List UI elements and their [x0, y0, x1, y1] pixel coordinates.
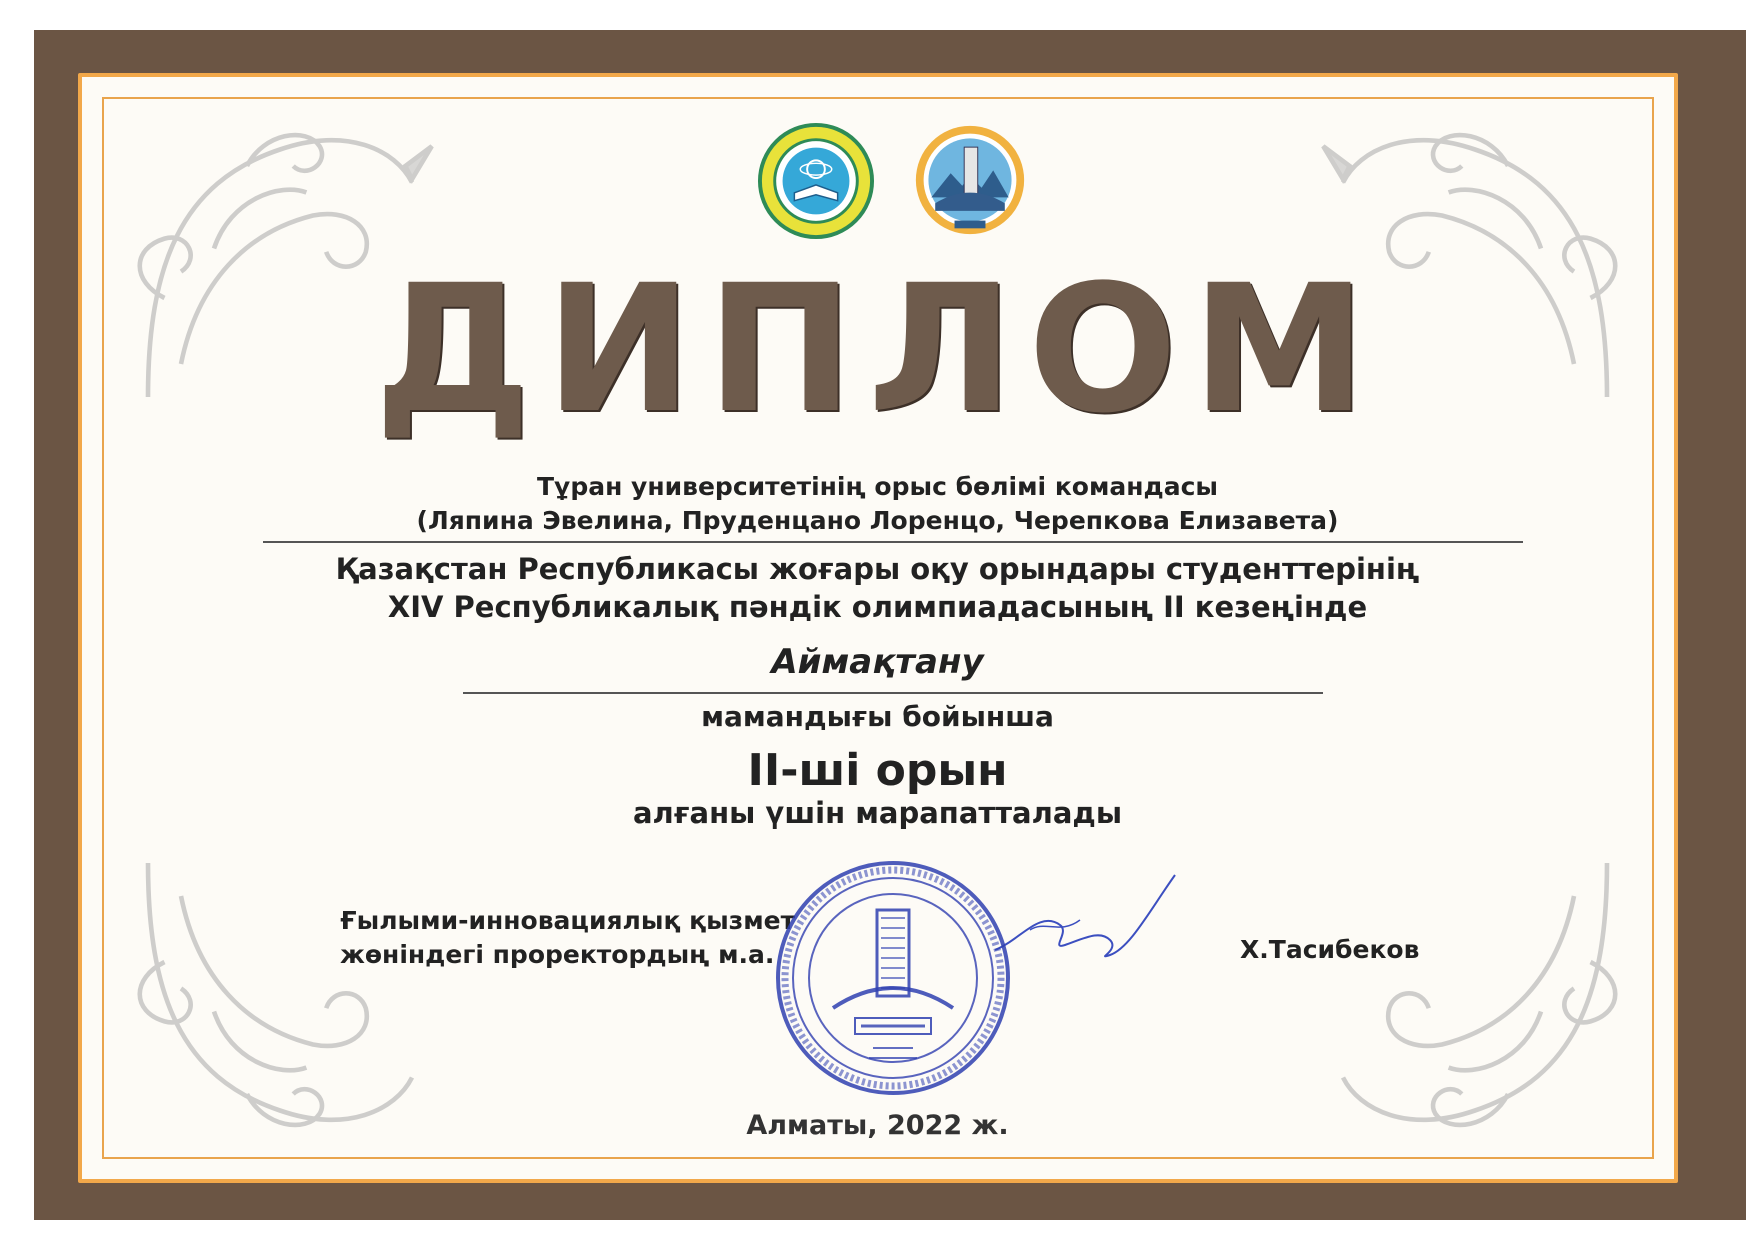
award-line: алғаны үшін марапатталады: [632, 796, 1123, 830]
members-line: (Ляпина Эвелина, Пруденцано Лоренцо, Черепкова Елизавета): [416, 506, 1339, 535]
specialty-caption: мамандығы бойынша: [701, 700, 1054, 733]
diploma-title: ДИПЛОМ: [374, 247, 1381, 452]
ministry-emblem-icon: [757, 122, 875, 240]
place-award: II-ші орын: [747, 745, 1008, 796]
event-line-2: XIV Республикалық пәндік олимпиадасының II кезеңінде: [387, 590, 1368, 624]
event-line-1: Қазақстан Республикасы жоғары оқу орындары студенттерінің: [335, 552, 1420, 586]
signer-title-line-2: жөніндегі проректордың м.а.: [340, 940, 775, 969]
signer-name: Х.Тасибеков: [1240, 935, 1420, 964]
city-year: Алматы, 2022 ж.: [746, 1110, 1009, 1141]
signer-title-line-1: Ғылыми-инновациялық қызмет: [340, 906, 796, 935]
university-seal-stamp: [773, 858, 1013, 1098]
divider-line-1: [263, 541, 1523, 543]
specialty-name: Аймақтану: [771, 642, 984, 682]
divider-line-2: [463, 692, 1323, 694]
signer-title: [340, 904, 795, 972]
handwritten-signature: [990, 870, 1180, 980]
team-line: Тұран университетінің орыс бөлімі командасы: [536, 472, 1219, 501]
university-emblem-icon: [912, 120, 1028, 240]
